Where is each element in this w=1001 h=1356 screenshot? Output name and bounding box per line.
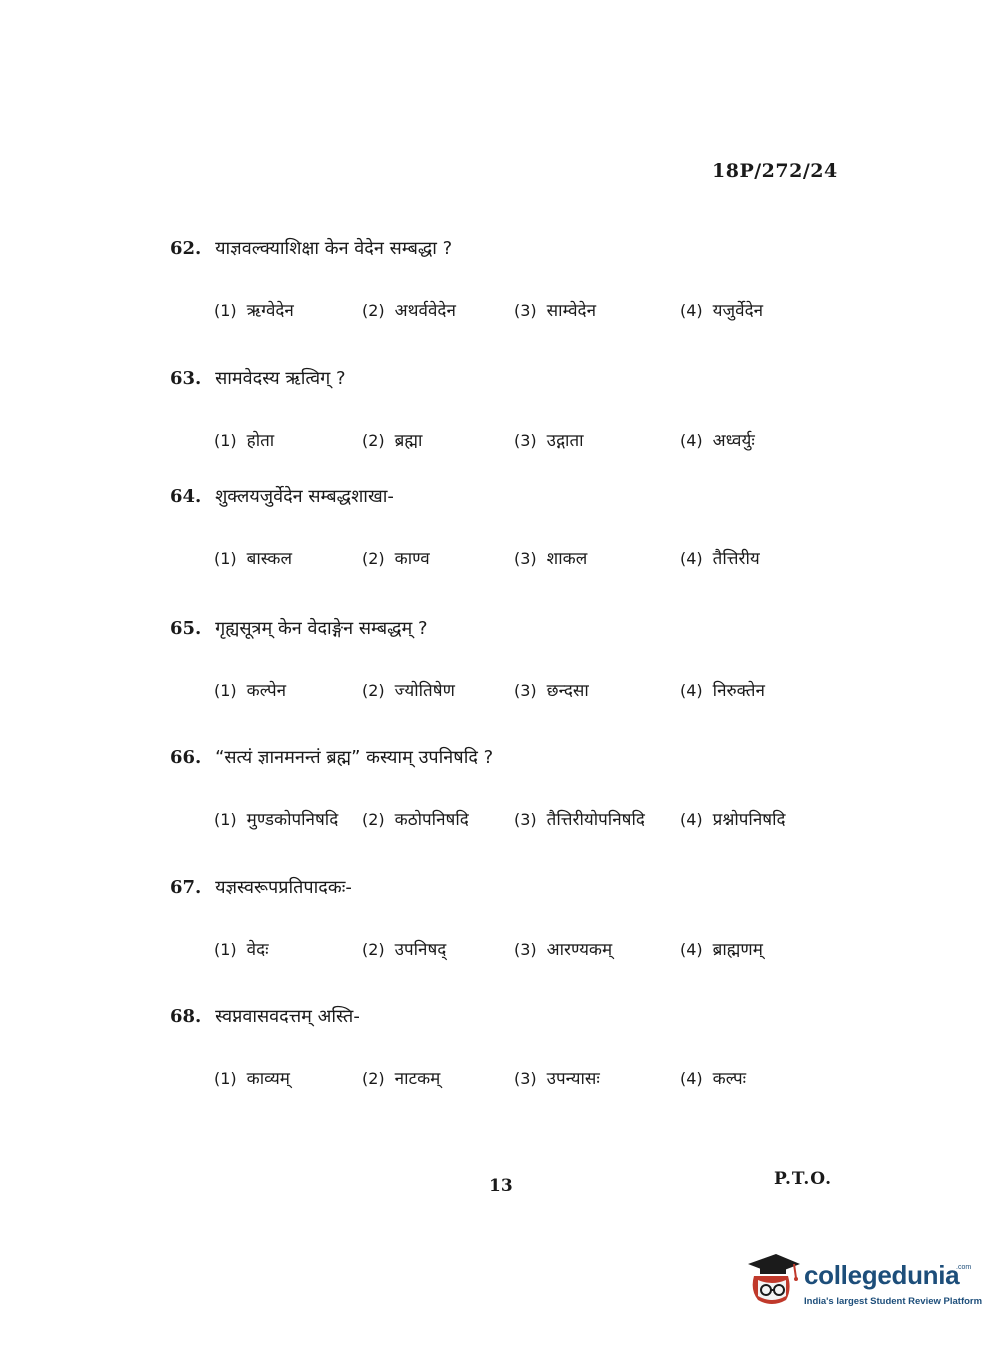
brand-tagline: India's largest Student Review Platform (804, 1296, 983, 1307)
question-65 (170, 616, 850, 746)
option-4: (4) कल्पः (680, 1069, 747, 1089)
option-4: (4) तैत्तिरीय (680, 548, 760, 569)
question-number: 62. (170, 238, 202, 259)
option-2: (2) ब्रह्मा (362, 430, 423, 451)
option-3: (3) छन्दसा (514, 680, 589, 701)
option-3: (3) उपन्यासः (514, 1069, 600, 1089)
question-text: शुक्लयजुर्वेदेन सम्बद्धशाखा- (215, 485, 394, 507)
question-62 (170, 236, 850, 366)
question-text: स्वप्नवासवदत्तम् अस्ति- (215, 1006, 360, 1027)
brand-domain: .com (956, 1264, 972, 1271)
option-1: (1) कल्पेन (214, 680, 287, 701)
options (214, 807, 854, 835)
question-number: 67. (170, 876, 202, 898)
options (214, 937, 854, 965)
option-1: (1) बास्कल (214, 548, 292, 569)
option-1: (1) वेदः (214, 939, 269, 960)
option-3: (3) साम्वेदेन (514, 301, 597, 321)
option-4: (4) ब्राह्मणम् (680, 939, 763, 960)
option-2: (2) नाटकम् (362, 1069, 441, 1089)
option-2: (2) उपनिषद् (362, 939, 447, 960)
options (214, 546, 854, 574)
option-2: (2) कठोपनिषदि (362, 810, 469, 830)
options (214, 1066, 854, 1094)
options (214, 298, 854, 326)
option-1: (1) मुण्डकोपनिषदि (214, 810, 339, 830)
question-67 (170, 875, 850, 1005)
brand-name: collegedunia (804, 1260, 960, 1290)
option-2: (2) ज्योतिषेण (362, 680, 455, 701)
question-number: 64. (170, 485, 202, 507)
question-number: 66. (170, 747, 202, 768)
option-2: (2) अथर्ववेदेन (362, 301, 456, 321)
option-3: (3) तैत्तिरीयोपनिषदि (514, 810, 645, 830)
option-1: (1) ऋग्वेदेन (214, 301, 294, 321)
option-3: (3) आरण्यकम् (514, 939, 613, 960)
option-1: (1) काव्यम् (214, 1069, 290, 1089)
question-number: 68. (170, 1006, 202, 1027)
pto-label: P.T.O. (774, 1169, 832, 1189)
question-63 (170, 366, 850, 484)
question-text: यज्ञस्वरूपप्रतिपादकः- (215, 876, 352, 898)
question-64 (170, 484, 850, 616)
option-1: (1) होता (214, 430, 275, 451)
option-4: (4) निरुक्तेन (680, 680, 765, 701)
question-text: सामवेदस्य ऋत्विग् ? (215, 367, 346, 389)
option-3: (3) उद्गाता (514, 430, 584, 451)
student-mascot-icon (742, 1250, 802, 1310)
question-list (170, 236, 850, 1134)
collegedunia-watermark (742, 1250, 983, 1316)
question-68 (170, 1004, 850, 1134)
page-number: 13 (489, 1176, 513, 1196)
option-4: (4) प्रश्नोपनिषदि (680, 810, 786, 830)
paper-code: 18P/272/24 (712, 160, 838, 182)
question-text: गृह्यसूत्रम् केन वेदाङ्गेन सम्बद्धम् ? (215, 617, 428, 639)
option-2: (2) काण्व (362, 548, 430, 569)
question-number: 65. (170, 617, 202, 639)
question-text: “सत्यं ज्ञानमनन्तं ब्रह्म” कस्याम् उपनिषदि ? (215, 747, 494, 768)
options (214, 678, 854, 706)
option-4: (4) अध्वर्युः (680, 430, 755, 451)
option-3: (3) शाकल (514, 548, 588, 569)
question-text: याज्ञवल्क्याशिक्षा केन वेदेन सम्बद्धा ? (215, 238, 453, 259)
options (214, 428, 854, 456)
question-66 (170, 745, 850, 875)
question-number: 63. (170, 367, 202, 389)
option-4: (4) यजुर्वेदेन (680, 301, 764, 321)
